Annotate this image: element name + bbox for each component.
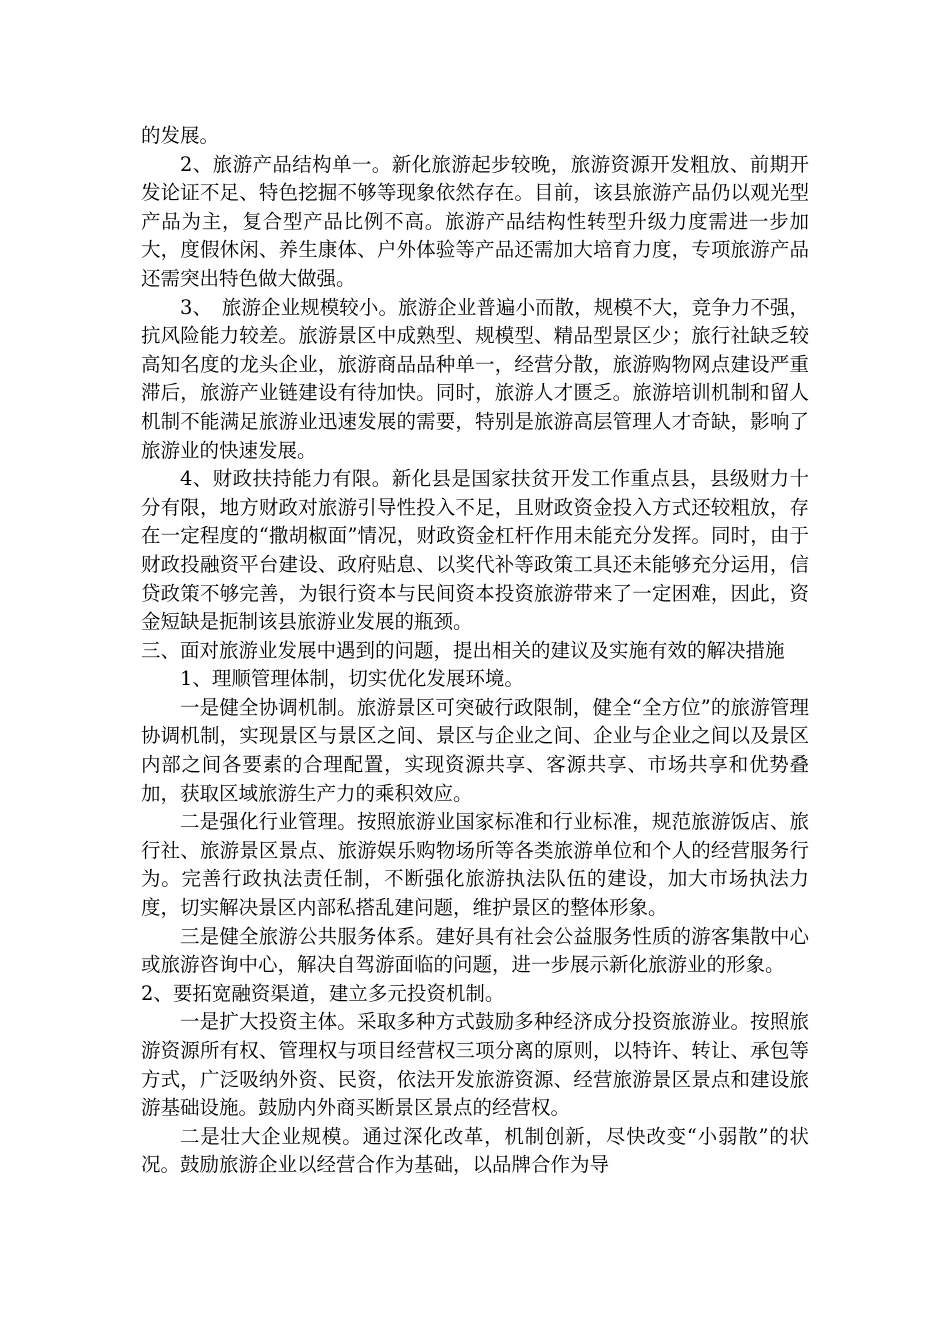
paragraph-coordination-mechanism: 一是健全协调机制。旅游景区可突破行政限制，健全“全方位”的旅游管理协调机制，实现景区与景区之间、景区与企业之间、企业与企业之间以及景区内部之间各要素的合理配置，实现资源共享、客源共享、市场共享和优势叠加，获取区域旅游生产力的乘积效应。 xyxy=(141,695,809,805)
subheading-management-system: 1、理顺管理体制，切实优化发展环境。 xyxy=(180,667,524,691)
document-body xyxy=(141,122,809,1180)
paragraph-industry-management: 二是强化行业管理。按照旅游业国家标准和行业标准，规范旅游饭店、旅行社、旅游景区景点、旅游娱乐购物场所等各类旅游单位和个人的经营服务行为。完善行政执法责任制，不断强化旅游执法队伍的建设，加大市场执法力度，切实解决景区内部私搭乱建问题，维护景区的整体形象。 xyxy=(141,810,809,920)
section-heading-suggestions: 三、面对旅游业发展中遇到的问题，提出相关的建议及实施有效的解决措施 xyxy=(141,638,785,662)
paragraph-enterprise-scale: 3、 旅游企业规模较小。旅游企业普遍小而散，规模不大，竞争力不强，抗风险能力较差。旅游景区中成熟型、规模型、精品型景区少；旅行社缺乏较高知名度的龙头企业，旅游商品品种单一，经营分散，旅游购物网点建设严重滞后，旅游产业链建设有待加快。同时，旅游人才匮乏。旅游培训机制和留人机制不能满足旅游业迅速发展的需要，特别是旅游高层管理人才奇缺，影响了旅游业的快速发展。 xyxy=(141,295,809,462)
paragraph-product-structure: 2、旅游产品结构单一。新化旅游起步较晚，旅游资源开发粗放、前期开发论证不足、特色挖掘不够等现象依然存在。目前，该县旅游产品仍以观光型产品为主，复合型产品比例不高。旅游产品结构性转型升级力度需进一步加大，度假休闲、养生康体、户外体验等产品还需加大培育力度，专项旅游产品还需突出特色做大做强。 xyxy=(141,152,809,290)
paragraph-investment-subjects: 一是扩大投资主体。采取多种方式鼓励多种经济成分投资旅游业。按照旅游资源所有权、管理权与项目经营权三项分离的原则，以特许、转让、承包等方式，广泛吸纳外资、民资，依法开发旅游资源、经营旅游景区景点和建设旅游基础设施。鼓励内外商买断景区景点的经营权。 xyxy=(141,1010,809,1120)
subheading-financing-channels: 2、要拓宽融资渠道，建立多元投资机制。 xyxy=(141,981,505,1005)
paragraph-enterprise-growth: 二是壮大企业规模。通过深化改革，机制创新，尽快改变“小弱散”的状况。鼓励旅游企业以经营合作为基础，以品牌合作为导 xyxy=(141,1124,809,1177)
paragraph-public-service: 三是健全旅游公共服务体系。建好具有社会公益服务性质的游客集散中心或旅游咨询中心，解决自驾游面临的问题，进一步展示新化旅游业的形象。 xyxy=(141,924,809,977)
paragraph-fiscal-support: 4、财政扶持能力有限。新化县是国家扶贫开发工作重点县，县级财力十分有限，地方财政对旅游引导性投入不足，且财政资金投入方式还较粗放，存在一定程度的“撒胡椒面”情况，财政资金杠杆作用未能充分发挥。同时，由于财政投融资平台建设、政府贴息、以奖代补等政策工具还未能够充分运用，信贷政策不够完善，为银行资本与民间资本投资旅游带来了一定困难，因此，资金短缺是扼制该县旅游业发展的瓶颈。 xyxy=(141,467,809,634)
paragraph-continuation: 的发展。 xyxy=(141,124,220,147)
